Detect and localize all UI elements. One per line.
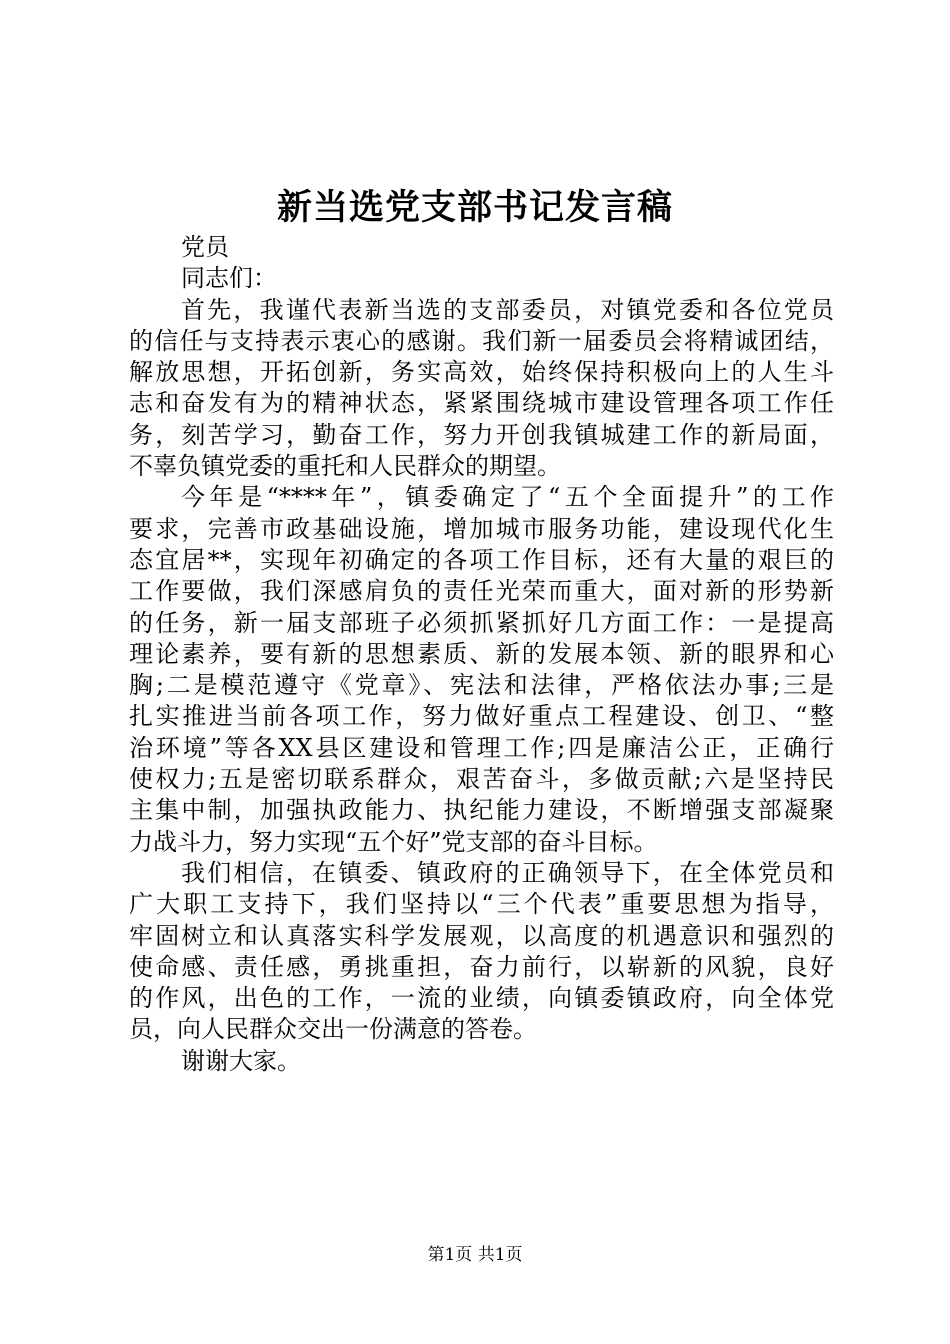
paragraph-line: 的信任与支持表示衷心的感谢。我们新一届委员会将精诚团结， (129, 326, 834, 355)
paragraph-line: 胸;二是模范遵守《党章》、宪法和法律，严格依法办事;三是 (129, 671, 834, 700)
paragraph-line: 的作风，出色的工作，一流的业绩，向镇委镇政府，向全体党 (129, 984, 834, 1013)
paragraph-line: 牢固树立和认真落实科学发展观，以高度的机遇意识和强烈的 (129, 921, 834, 950)
paragraph-line: 力战斗力，努力实现“五个好”党支部的奋斗目标。 (129, 827, 658, 856)
paragraph-line: 的任务，新一届支部班子必须抓紧抓好几方面工作：一是提高 (129, 608, 834, 637)
paragraph-line: 工作要做，我们深感肩负的责任光荣而重大，面对新的形势新 (129, 577, 834, 606)
paragraph-line: 务，刻苦学习，勤奋工作，努力开创我镇城建工作的新局面， (129, 420, 834, 449)
paragraph-line: 员，向人民群众交出一份满意的答卷。 (129, 1015, 537, 1044)
paragraph-line: 理论素养，要有新的思想素质、新的发展本领、新的眼界和心 (129, 639, 834, 668)
document-body (129, 232, 834, 1077)
paragraph-line: 扎实推进当前各项工作，努力做好重点工程建设、创卫、“整 (129, 702, 834, 731)
paragraph-line: 主集中制，加强执政能力、执纪能力建设，不断增强支部凝聚 (129, 796, 834, 825)
closing-line: 谢谢大家。 (181, 1046, 301, 1075)
paragraph-line: 广大职工支持下，我们坚持以“三个代表”重要思想为指导， (129, 890, 834, 919)
paragraph-line: 首先，我谨代表新当选的支部委员，对镇党委和各位党员 (181, 295, 834, 324)
paragraph-line: 态宜居**，实现年初确定的各项工作目标，还有大量的艰巨的 (129, 545, 834, 574)
paragraph-line: 治环境”等各XX县区建设和管理工作;四是廉洁公正，正确行 (129, 733, 834, 762)
paragraph-line: 我们相信，在镇委、镇政府的正确领导下，在全体党员和 (181, 858, 834, 887)
salutation-line: 党员 (181, 233, 229, 261)
paragraph-line: 不辜负镇党委的重托和人民群众的期望。 (129, 452, 561, 481)
document-title: 新当选党支部书记发言稿 (276, 187, 673, 228)
paragraph-line: 使命感、责任感，勇挑重担，奋力前行，以崭新的风貌，良好 (129, 952, 834, 981)
salutation-line: 同志们： (181, 264, 277, 293)
paragraph-line: 解放思想，开拓创新，务实高效，始终保持积极向上的人生斗 (129, 358, 834, 387)
paragraph-line: 志和奋发有为的精神状态，紧紧围绕城市建设管理各项工作任 (129, 389, 834, 418)
paragraph-line: 要求，完善市政基础设施，增加城市服务功能，建设现代化生 (129, 514, 834, 543)
page-footer: 第1页 共1页 (427, 1245, 523, 1265)
paragraph-line: 今年是“****年”，镇委确定了“五个全面提升”的工作 (181, 483, 834, 512)
paragraph-line: 使权力;五是密切联系群众，艰苦奋斗，多做贡献;六是坚持民 (129, 765, 834, 794)
